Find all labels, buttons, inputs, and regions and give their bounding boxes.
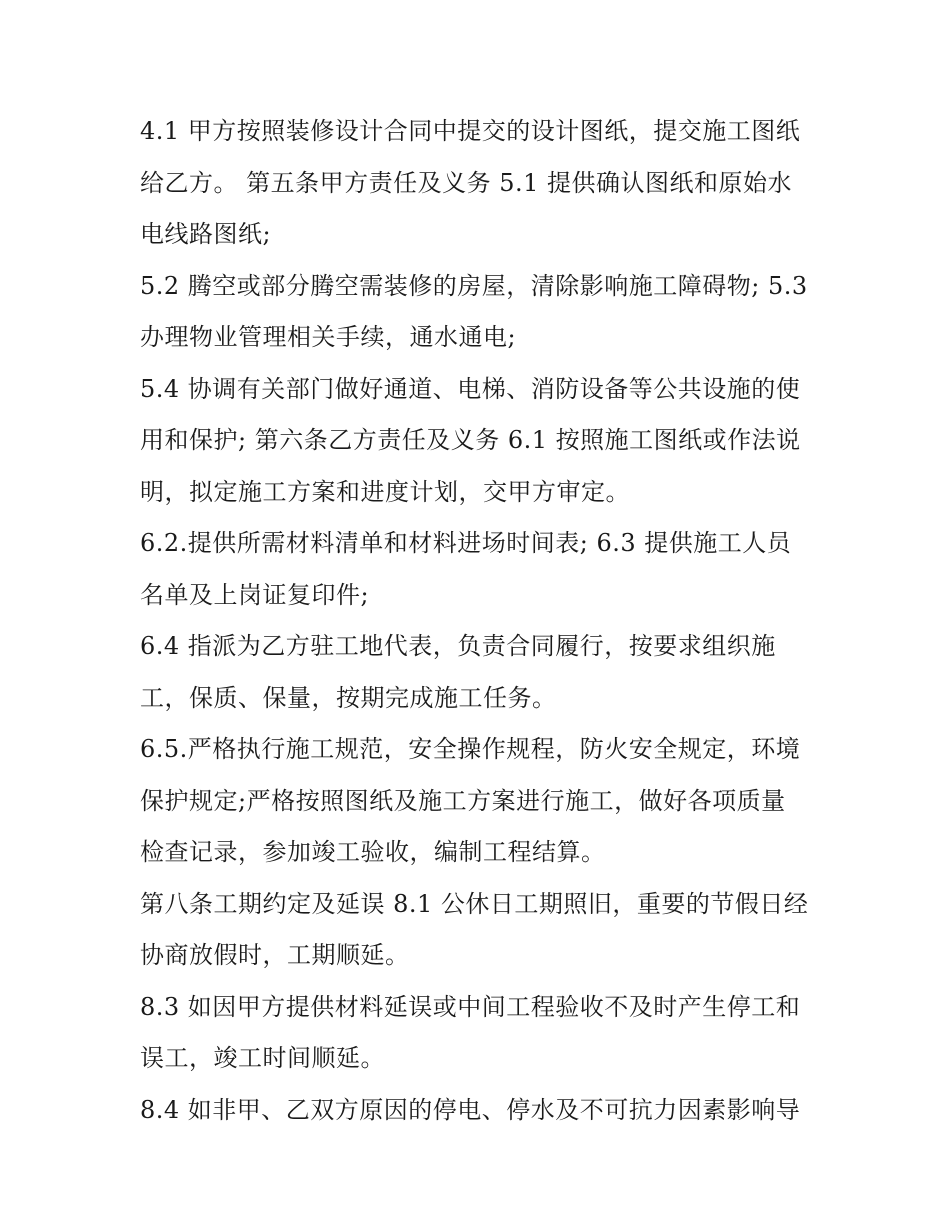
paragraph-8-3: 8.3 如因甲方提供材料延误或中间工程验收不及时产生停工和误工，竣工时间顺延。 bbox=[140, 992, 801, 1072]
document-body bbox=[140, 106, 810, 1136]
paragraph-5-2: 5.2 腾空或部分腾空需装修的房屋，清除影响施工障碍物; 5.3 办理物业管理相关手续，通水通电; bbox=[140, 271, 808, 351]
paragraph-5-4: 5.4 协调有关部门做好通道、电梯、消防设备等公共设施的使用和保护; 第六条乙方责任及义务 6.1 按照施工图纸或作法说明，拟定施工方案和进度计划，交甲方审定。 bbox=[140, 374, 801, 506]
paragraph-4-1: 4.1 甲方按照装修设计合同中提交的设计图纸，提交施工图纸给乙方。 第五条甲方责任及义务 5.1 提供确认图纸和原始水电线路图纸; bbox=[140, 117, 801, 248]
paragraph-6-4: 6.4 指派为乙方驻工地代表，负责合同履行，按要求组织施工，保质、保量，按期完成施工任务。 bbox=[140, 632, 776, 712]
paragraph-6-2: 6.2.提供所需材料清单和材料进场时间表; 6.3 提供施工人员名单及上岗证复印件; bbox=[140, 529, 792, 609]
paragraph-article-8: 第八条工期约定及延误 8.1 公休日工期照旧，重要的节假日经协商放假时，工期顺延。 bbox=[140, 889, 809, 969]
paragraph-8-4: 8.4 如非甲、乙双方原因的停电、停水及不可抗力因素影响导 bbox=[140, 1095, 801, 1124]
paragraph-6-5: 6.5.严格执行施工规范，安全操作规程，防火安全规定，环境保护规定;严格按照图纸及施工方案进行施工，做好各项质量检查记录，参加竣工验收，编制工程结算。 bbox=[140, 735, 801, 866]
